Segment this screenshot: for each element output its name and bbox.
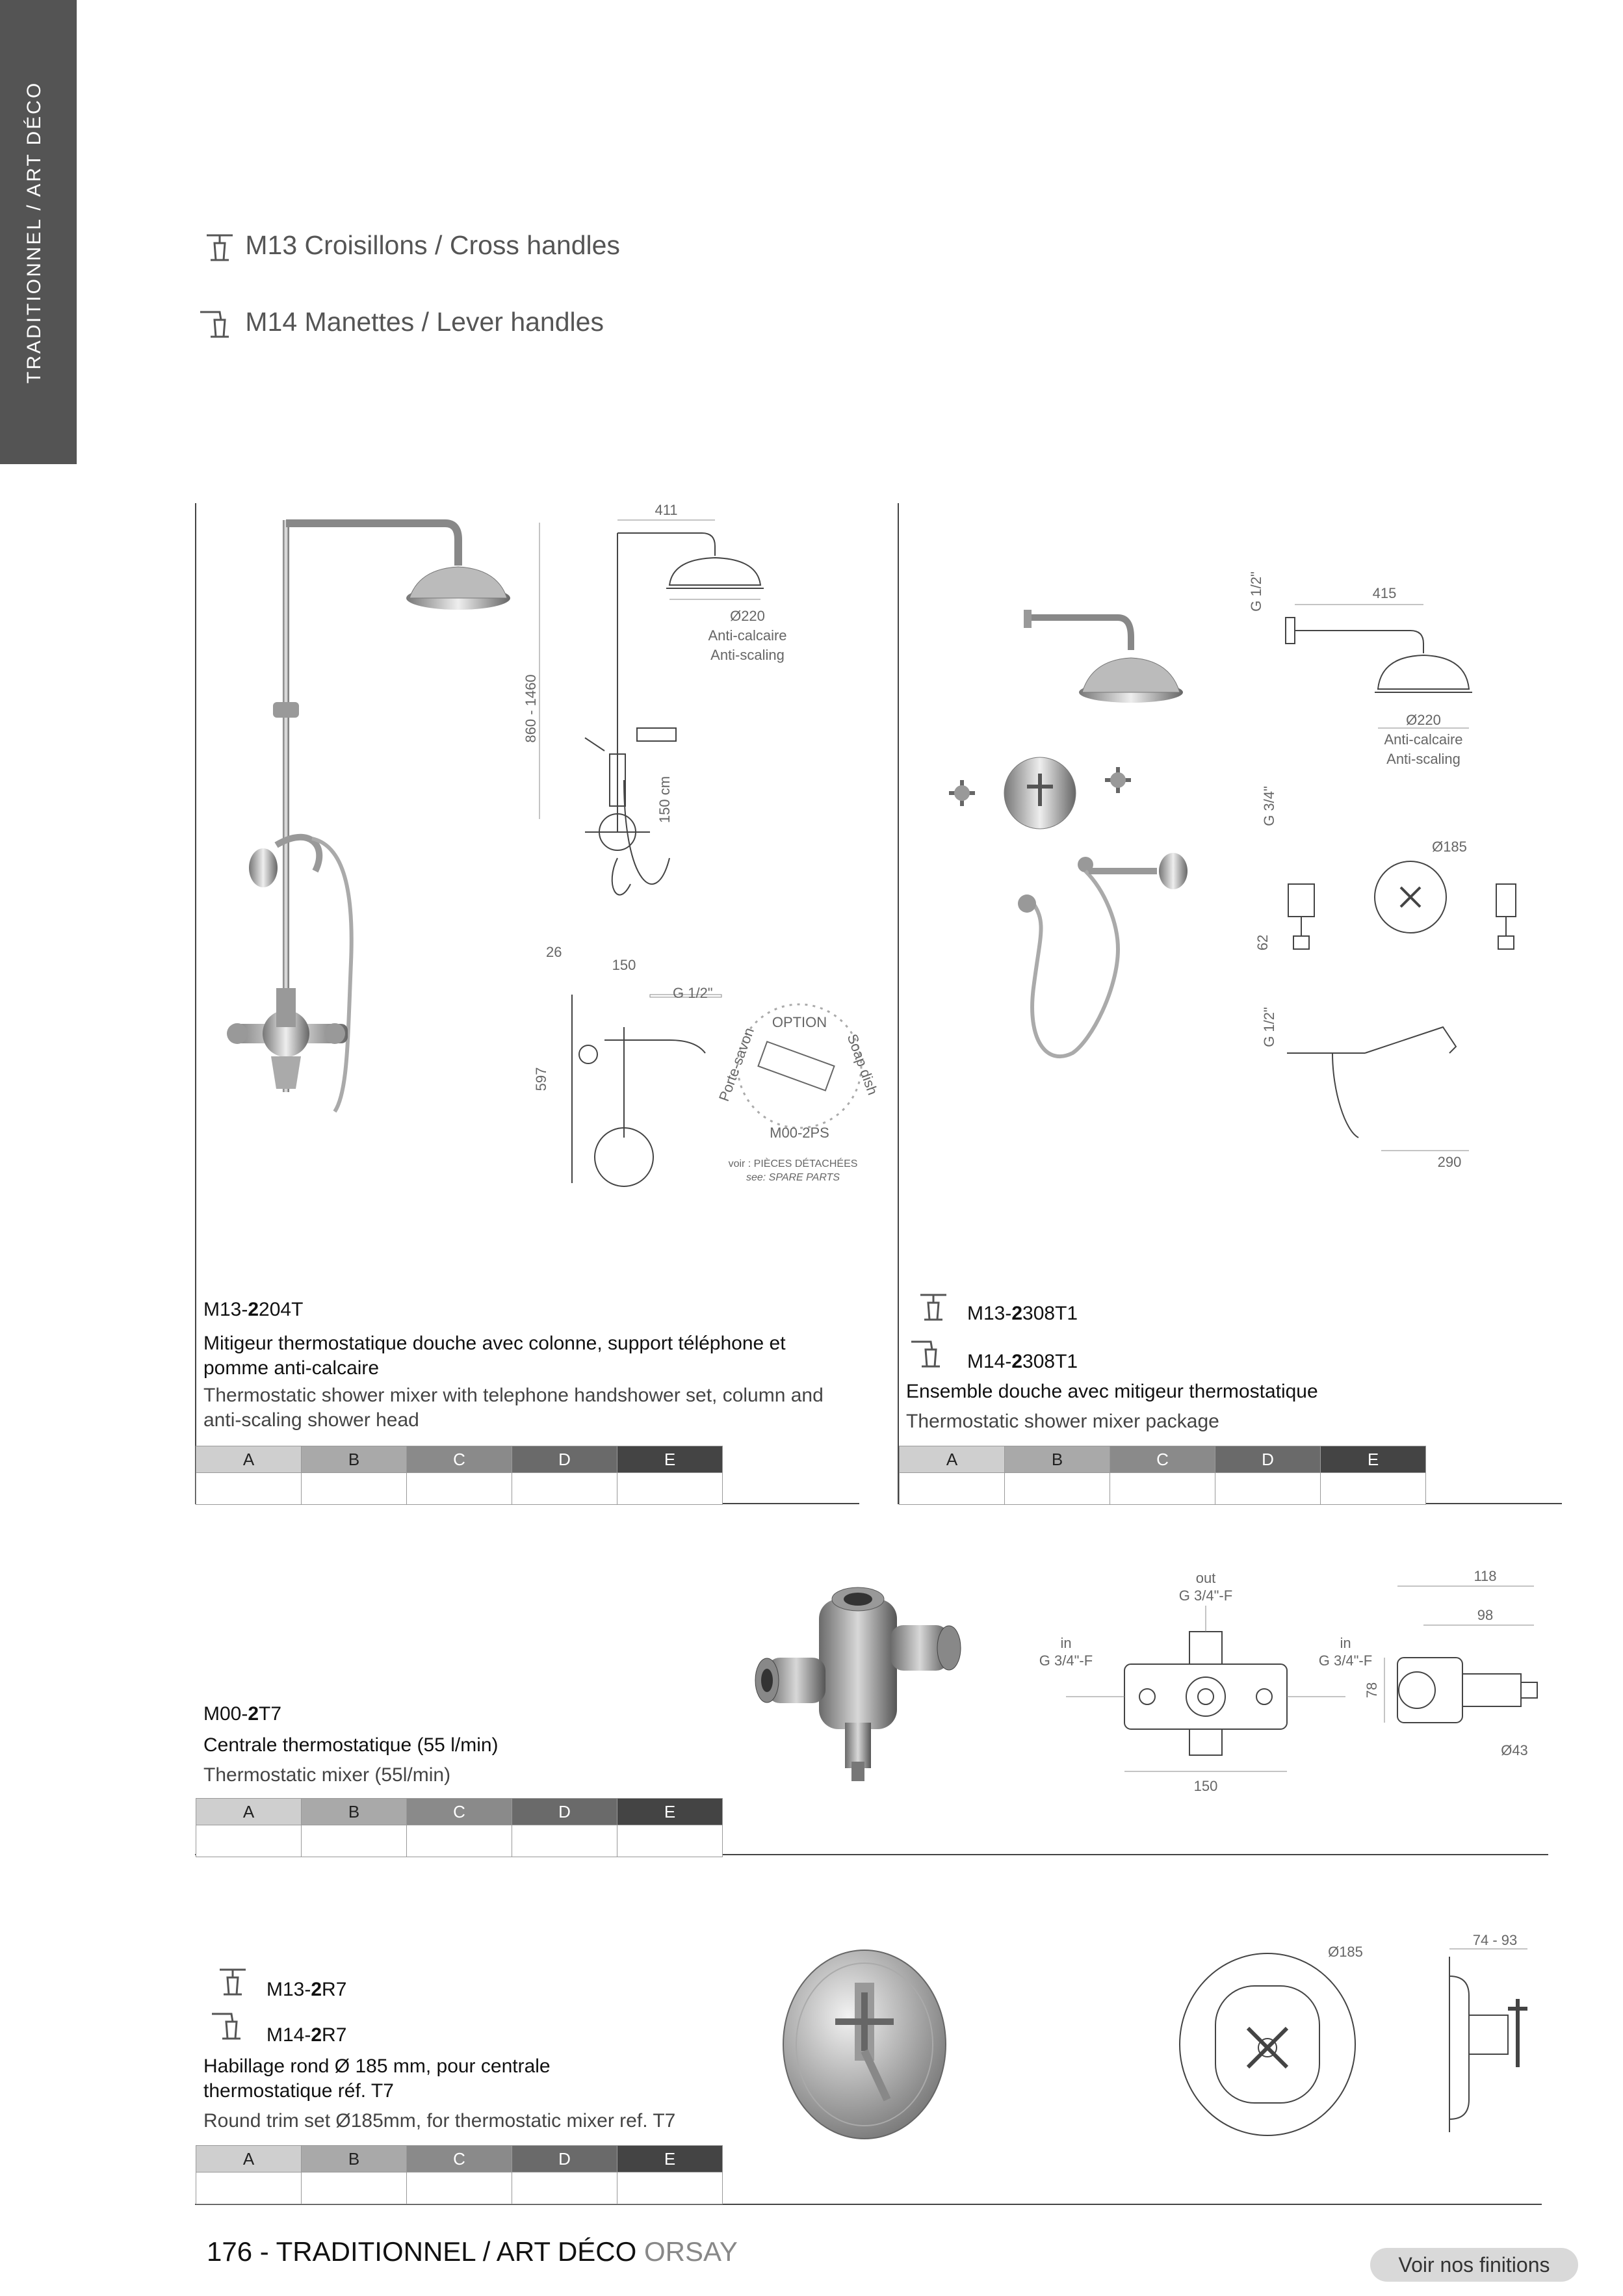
technical-drawing-round-trim xyxy=(1163,1932,1553,2139)
product-photo-shower-column xyxy=(198,507,523,1196)
finish-header: C xyxy=(407,1799,512,1825)
product-code: M13-2204T xyxy=(203,1299,304,1320)
dimension-label: Anti-scaling xyxy=(710,647,785,663)
finish-header: A xyxy=(196,2146,302,2172)
dimension-label: in xyxy=(1060,1635,1072,1651)
product-photo-thermostatic-mixer xyxy=(741,1560,1014,1794)
dimension-label: G 3/4"-F xyxy=(1178,1587,1233,1604)
finish-header: D xyxy=(512,1446,617,1473)
sidebar-label: TRADITIONNEL / ART DÉCO xyxy=(23,81,45,384)
product-code: M00-2T7 xyxy=(203,1703,282,1725)
dimension-label: 150 xyxy=(1193,1778,1218,1794)
product-description-en: Thermostatic shower mixer package xyxy=(906,1411,1219,1432)
product-code: M13-2R7 xyxy=(266,1979,347,2000)
dimension-label: 98 xyxy=(1477,1607,1494,1623)
dimension-label: G 1/2" xyxy=(1248,571,1264,612)
finish-header: B xyxy=(1005,1446,1110,1473)
product-code: M13-2308T1 xyxy=(967,1303,1078,1324)
dimension-label: Anti-calcaire xyxy=(708,627,787,644)
option-code: M00-2PS xyxy=(770,1125,829,1141)
finish-header: E xyxy=(617,1446,723,1473)
dimension-label: G 1/2" xyxy=(1261,1007,1277,1047)
lever-handle-icon xyxy=(209,2007,250,2044)
finish-header: E xyxy=(617,2146,723,2172)
finish-header: A xyxy=(196,1446,302,1473)
lever-handle-icon xyxy=(909,1335,949,1372)
cross-handle-icon xyxy=(915,1288,952,1325)
finish-header: D xyxy=(512,1799,617,1825)
legend-lever-handles xyxy=(198,306,604,342)
technical-drawing-shower-package xyxy=(1235,533,1560,1170)
page-number-section: 176 - TRADITIONNEL / ART DÉCO xyxy=(207,2236,637,2267)
product-description-fr: Mitigeur thermostatique douche avec colonne, support téléphone et pomme anti-calcaire xyxy=(203,1333,786,1379)
dimension-label: Ø43 xyxy=(1501,1742,1528,1758)
product-description-en: Thermostatic shower mixer with telephone handshower set, column and anti-scaling shower head xyxy=(203,1385,824,1431)
dimension-label: 26 xyxy=(546,944,562,960)
option-label: Soap dish xyxy=(844,1032,881,1097)
finish-table xyxy=(899,1446,1426,1505)
product-code: M14-2308T1 xyxy=(967,1351,1078,1372)
dimension-label: 62 xyxy=(1254,934,1271,951)
finish-table xyxy=(196,2145,723,2204)
finish-header: A xyxy=(196,1799,302,1825)
spare-parts-note: see: SPARE PARTS xyxy=(746,1172,840,1183)
finish-header: D xyxy=(512,2146,617,2172)
dimension-label: 290 xyxy=(1437,1154,1462,1170)
product-photo-round-trim xyxy=(773,1944,955,2145)
finish-header: B xyxy=(302,1799,407,1825)
frame-rule xyxy=(195,503,196,1504)
dimension-label: 78 xyxy=(1364,1682,1380,1699)
dimension-label: 415 xyxy=(1372,585,1397,601)
product-description-fr: Habillage rond Ø 185 mm, pour centrale thermostatique réf. T7 xyxy=(203,2055,551,2102)
product-description-fr: Ensemble douche avec mitigeur thermostatique xyxy=(906,1381,1318,1402)
lever-handle-icon xyxy=(198,306,238,342)
frame-rule xyxy=(898,503,899,1504)
dimension-label: 860 - 1460 xyxy=(523,674,539,743)
product-code: M14-2R7 xyxy=(266,2024,347,2046)
dimension-label: G 3/4" xyxy=(1261,786,1277,826)
spare-parts-note: voir : PIÈCES DÉTACHÉES xyxy=(728,1158,858,1169)
dimension-label: Ø220 xyxy=(1406,712,1441,728)
finish-header: D xyxy=(1215,1446,1321,1473)
dimension-label: 597 xyxy=(533,1067,549,1091)
option-label: Porte-savon xyxy=(715,1025,757,1104)
dimension-label: out xyxy=(1195,1570,1216,1586)
finish-header: E xyxy=(617,1799,723,1825)
legend-label: M13 Croisillons / Cross handles xyxy=(245,229,620,260)
dimension-label: 150 xyxy=(612,957,636,973)
dimension-label: G 3/4"-F xyxy=(1318,1652,1373,1669)
legend-label: M14 Manettes / Lever handles xyxy=(245,306,604,337)
finish-header: B xyxy=(302,1446,407,1473)
cross-handle-icon xyxy=(201,229,238,265)
dimension-label: Anti-scaling xyxy=(1386,751,1461,767)
technical-drawing-mixer-side xyxy=(1358,1567,1560,1781)
product-description-fr: Centrale thermostatique (55 l/min) xyxy=(203,1734,499,1756)
cross-handle-icon xyxy=(214,1963,251,2000)
finish-table xyxy=(196,1446,723,1505)
dimension-label: Ø185 xyxy=(1328,1944,1363,1960)
finish-header: E xyxy=(1321,1446,1426,1473)
legend-cross-handles xyxy=(201,229,620,265)
finish-header: C xyxy=(1110,1446,1215,1473)
finish-header: B xyxy=(302,2146,407,2172)
finish-header: A xyxy=(900,1446,1005,1473)
finish-header: C xyxy=(407,2146,512,2172)
dimension-label: 118 xyxy=(1474,1568,1497,1584)
dimension-label: 411 xyxy=(655,502,678,518)
dimension-label: Ø220 xyxy=(730,608,765,624)
dimension-label: G 1/2" xyxy=(673,985,713,1001)
technical-drawing-shower-column xyxy=(523,494,881,1183)
view-finishes-button[interactable]: Voir nos finitions xyxy=(1370,2248,1578,2282)
product-description-en: Thermostatic mixer (55l/min) xyxy=(203,1764,451,1786)
section-sidebar xyxy=(0,0,77,464)
dimension-label: in xyxy=(1340,1635,1351,1651)
dimension-label: G 3/4"-F xyxy=(1039,1652,1093,1669)
dimension-label: 150 cm xyxy=(656,776,673,824)
dimension-label: Ø185 xyxy=(1432,839,1467,855)
dimension-label: Anti-calcaire xyxy=(1384,731,1463,748)
finish-table xyxy=(196,1798,723,1857)
dimension-label: 74 - 93 xyxy=(1472,1932,1518,1948)
product-photo-shower-package xyxy=(923,585,1261,1105)
product-description-en: Round trim set Ø185mm, for thermostatic mixer ref. T7 xyxy=(203,2110,676,2132)
page-footer xyxy=(207,2236,738,2267)
technical-drawing-mixer-front xyxy=(1027,1560,1391,1807)
collection-name: ORSAY xyxy=(643,2236,738,2267)
option-label: OPTION xyxy=(772,1014,827,1030)
finish-header: C xyxy=(407,1446,512,1473)
